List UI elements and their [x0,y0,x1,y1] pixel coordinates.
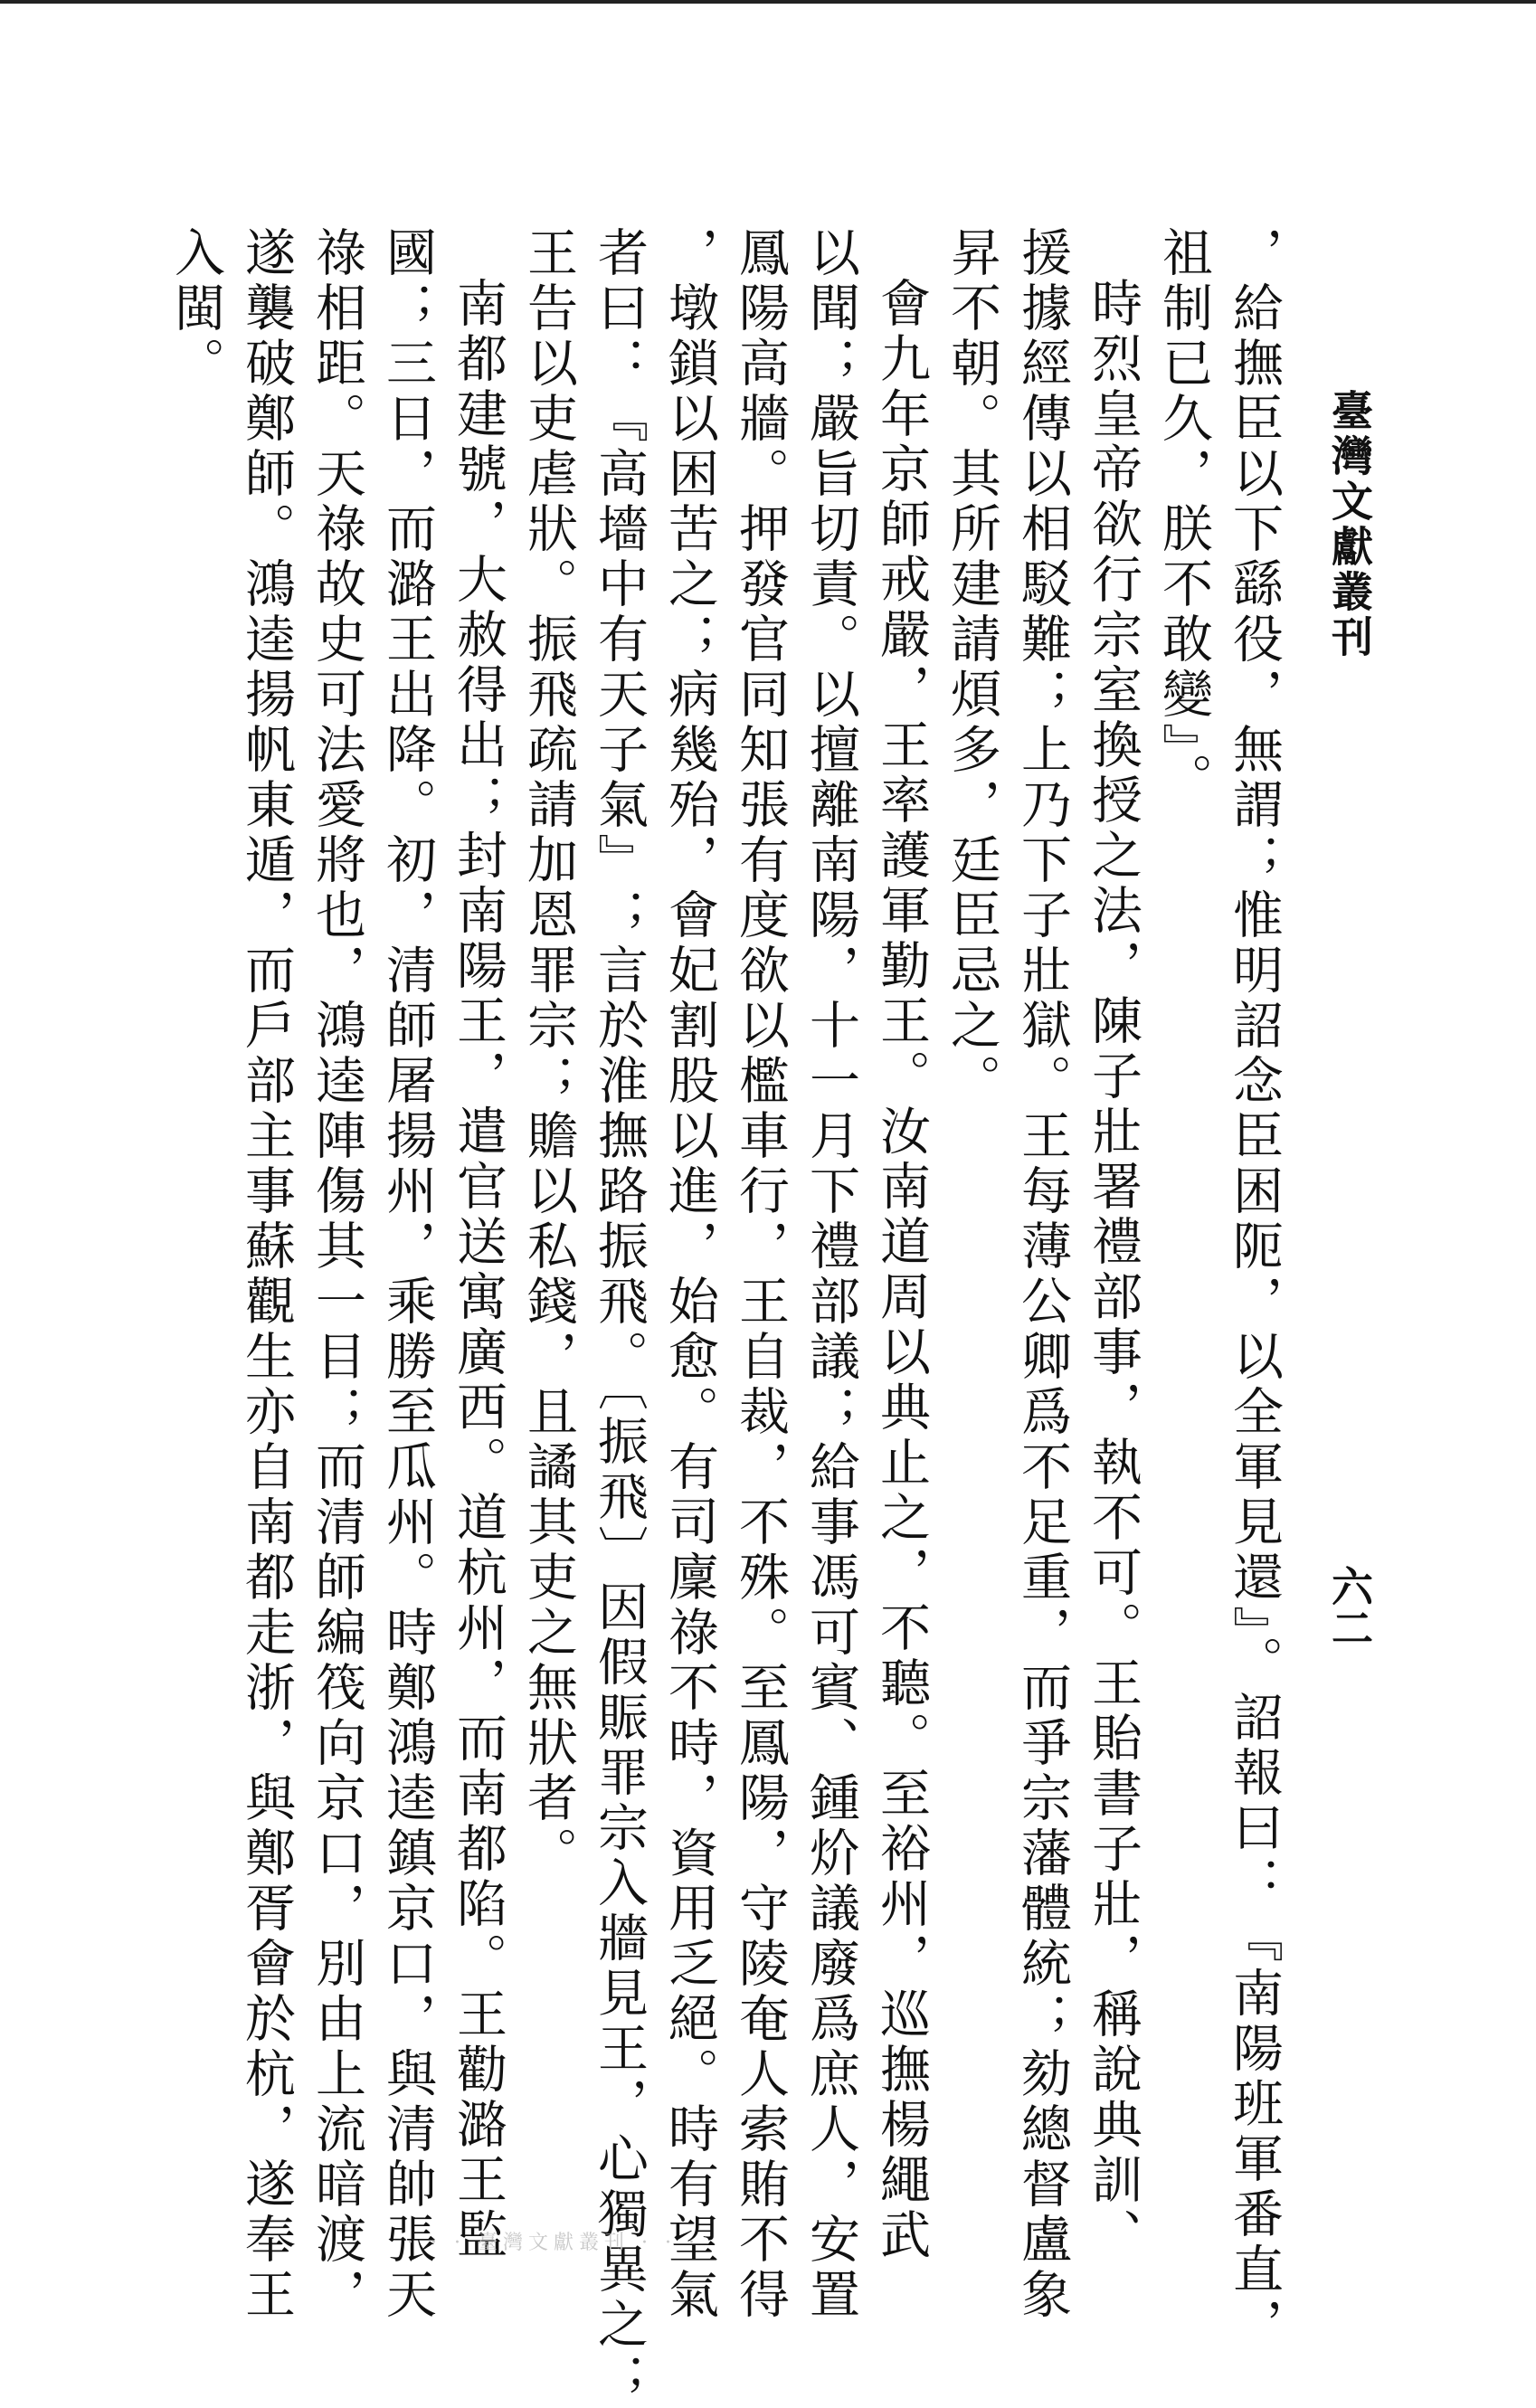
text-column-10: 者曰：『高墻中有天子氣』；言於淮撫路振飛。〔振飛〕因假賑罪宗入牆見王，心獨異之； [590,226,649,2408]
faint-bottom-stamp: · · · 臺灣文獻叢刊 · · · [407,2232,700,2251]
top-border-line [0,0,1536,4]
text-column-9: ，墩鎖以困苦之；病幾殆，會妃割股以進，始愈。有司廩祿不時，資用乏絕。時有望氣 [660,226,719,2323]
text-column-14: 祿相距。天祿故史可法愛將也，鴻逵陣傷其一目；而清師編筏向京口，別由上流暗渡， [308,226,366,2323]
text-column-15: 遂襲破鄭師。鴻逵揚帆東遁，而戶部主事蘇觀生亦自南都走浙，與鄭胥會於杭，遂奉王 [237,226,296,2323]
text-column-3: 時烈皇帝欲行宗室換授之法，陳子壯署禮部事，執不可。王貽書子壯，稱說典訓、 [1084,277,1143,2263]
text-column-6: 會九年京師戒嚴，王率護軍勤王。汝南道周以典止之，不聽。至裕州，巡撫楊繩武 [872,277,931,2263]
text-column-7: 以聞；嚴旨切責。以擅離南陽，十一月下禮部議；給事馮可賓、鍾炌議廢爲庶人，安置 [801,226,860,2323]
text-column-4: 援據經傳以相駁難；上乃下子壯獄。王每薄公卿爲不足重，而爭宗藩體統；劾總督盧象 [1013,226,1072,2323]
text-column-11: 王告以吏虐狀。振飛疏請加恩罪宗；贍以私錢，且譎其吏之無狀者。 [519,226,578,1882]
text-column-2: 祖制已久，朕不敢變』。 [1154,226,1213,808]
text-column-12: 南都建號，大赦得出；封南陽王，遣官送寓廣西。道杭州，而南都陷。王勸潞王監 [449,277,507,2263]
text-column-1: ，給撫臣以下繇役，無謂；惟明詔念臣困阨，以全軍見還』。詔報曰：『南陽班軍番直， [1225,226,1284,2353]
running-header-title: 臺灣文獻叢刊 [1325,389,1374,660]
text-column-13: 國；三日，而潞王出降。初，清師屠揚州，乘勝至瓜州。時鄭鴻逵鎮京口，與清帥張天 [378,226,437,2323]
text-column-5: 昇不朝。其所建請煩多，廷臣忌之。 [943,226,1001,1109]
page-number: 六二 [1325,1565,1374,1648]
text-column-16: 入閩。 [166,226,225,392]
text-column-8: 鳳陽高牆。押發官同知張有度欲以檻車行，王自裁，不殊。至鳳陽，守陵奄人索賄不得 [731,226,790,2323]
